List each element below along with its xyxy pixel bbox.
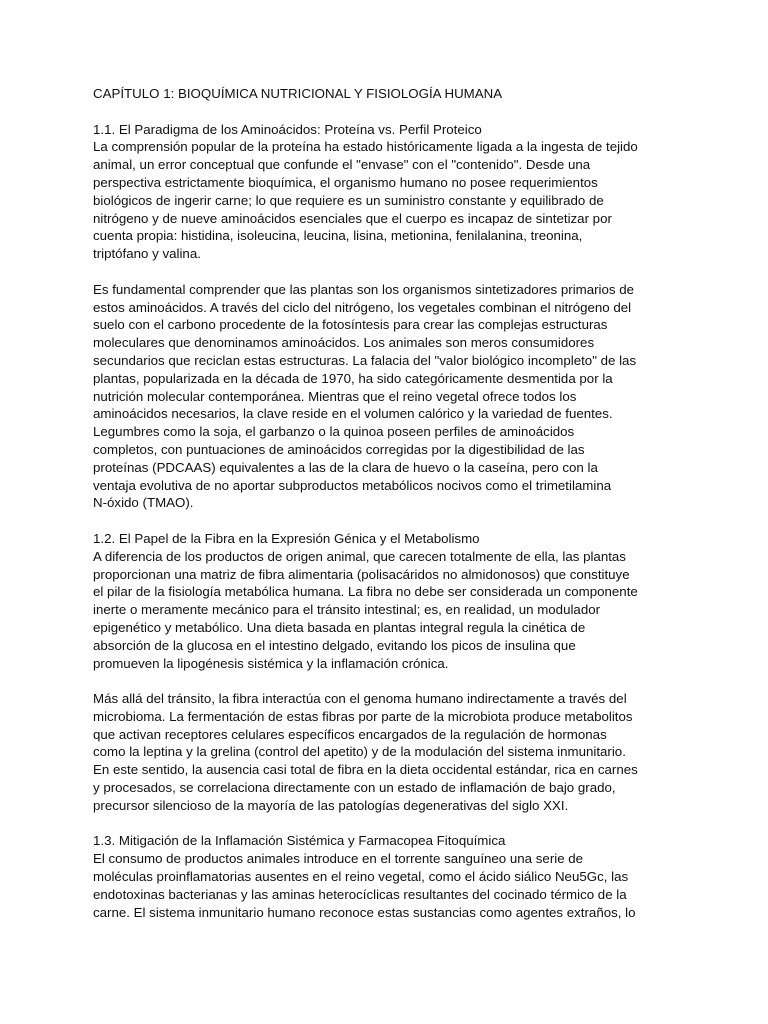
paragraph-line: moleculares que denominamos aminoácidos. Los animales son meros consumidores [93, 335, 595, 351]
paragraph-line: moléculas proinflamatorias ausentes en el reino vegetal, como el ácido siálico Neu5Gc, las [93, 869, 629, 885]
paragraph-line: absorción de la glucosa en el intestino delgado, evitando los picos de insulina que [93, 637, 576, 653]
paragraph-line: N-óxido (TMAO). [93, 495, 194, 511]
paragraph-line: cuenta propia: histidina, isoleucina, leucina, lisina, metionina, fenilalanina, treonina, [93, 228, 583, 244]
paragraph-line: como la leptina y la grelina (control del apetito) y de la modulación del sistema inmunitario. [93, 744, 626, 760]
section-1-3 [93, 832, 678, 921]
paragraph-line: inerte o meramente mecánico para el tránsito intestinal; es, en realidad, un modulador [93, 602, 601, 618]
section-heading: 1.2. El Papel de la Fibra en la Expresión Génica y el Metabolismo [93, 530, 480, 546]
paragraph-line: perspectiva estrictamente bioquímica, el organismo humano no posee requerimientos [93, 174, 598, 190]
paragraph-line: estos aminoácidos. A través del ciclo del nitrógeno, los vegetales combinan el nitrógeno del [93, 299, 632, 315]
paragraph-line: triptófano y valina. [93, 246, 201, 262]
section-1-2 [93, 530, 678, 672]
paragraph-line: En este sentido, la ausencia casi total de fibra en la dieta occidental estándar, rica en carnes [93, 762, 638, 778]
paragraph-line: carne. El sistema inmunitario humano reconoce estas sustancias como agentes extraños, lo [93, 904, 636, 920]
paragraph-line: completos, con puntuaciones de aminoácidos corregidas por la digestibilidad de las [93, 441, 585, 457]
paragraph-line: epigenético y metabólico. Una dieta basada en plantas integral regula la cinética de [93, 619, 586, 635]
paragraph-line: Más allá del tránsito, la fibra interactúa con el genoma humano indirectamente a través del [93, 691, 627, 707]
paragraph-line: nitrógeno y de nueve aminoácidos esenciales que el cuerpo es incapaz de sintetizar por [93, 210, 612, 226]
paragraph-line: plantas, popularizada en la década de 1970, ha sido categóricamente desmentida por la [93, 370, 613, 386]
paragraph-line: La comprensión popular de la proteína ha estado históricamente ligada a la ingesta de tejido [93, 139, 638, 155]
paragraph-line: y procesados, se correlaciona directamente con un estado de inflamación de bajo grado, [93, 780, 616, 796]
paragraph-line: endotoxinas bacterianas y las aminas heterocíclicas resultantes del cocinado térmico de la [93, 886, 627, 902]
paragraph-line: proteínas (PDCAAS) equivalentes a las de la clara de huevo o la caseína, pero con la [93, 459, 598, 475]
paragraph-line: precursor silencioso de la mayoría de las patologías degenerativas del siglo XXI. [93, 797, 569, 813]
section-1-1-paragraph-2 [93, 281, 678, 512]
paragraph-line: A diferencia de los productos de origen animal, que carecen totalmente de ella, las plantas [93, 548, 626, 564]
paragraph-line: el pilar de la fisiología metabólica humana. La fibra no debe ser considerada un componente [93, 584, 638, 600]
paragraph-line: microbioma. La fermentación de estas fibras por parte de la microbiota produce metabolitos [93, 708, 633, 724]
paragraph-line: Legumbres como la soja, el garbanzo o la quinoa poseen perfiles de aminoácidos [93, 424, 575, 440]
paragraph-line: Es fundamental comprender que las plantas son los organismos sintetizadores primarios de [93, 281, 635, 297]
section-1-2-paragraph-2 [93, 690, 678, 815]
paragraph-line: nutrición molecular contemporánea. Mientras que el reino vegetal ofrece todos los [93, 388, 577, 404]
paragraph-line: promueven la lipogénesis sistémica y la inflamación crónica. [93, 655, 449, 671]
chapter-title: CAPÍTULO 1: BIOQUÍMICA NUTRICIONAL Y FISIOLOGÍA HUMANA [93, 86, 503, 101]
paragraph-line: secundarios que reciclan estas estructuras. La falacia del "valor biológico incompleto" de las [93, 352, 637, 368]
section-heading: 1.1. El Paradigma de los Aminoácidos: Proteína vs. Perfil Proteico [93, 121, 482, 137]
paragraph-line: que activan receptores celulares específicos encargados de la regulación de hormonas [93, 726, 607, 742]
paragraph-line: proporcionan una matriz de fibra alimentaria (polisacáridos no almidonosos) que constituye [93, 566, 630, 582]
paragraph-line: ventaja evolutiva de no aportar subproductos metabólicos nocivos como el trimetilamina [93, 477, 612, 493]
paragraph-line: El consumo de productos animales introduce en el torrente sanguíneo una serie de [93, 851, 584, 867]
paragraph-line: biológicos de ingerir carne; lo que requiere es un suministro constante y equilibrado de [93, 192, 604, 208]
paragraph-line: aminoácidos necesarios, la clave reside en el volumen calórico y la variedad de fuentes. [93, 406, 613, 422]
section-heading: 1.3. Mitigación de la Inflamación Sistémica y Farmacopea Fitoquímica [93, 833, 506, 849]
section-1-1 [93, 121, 678, 263]
paragraph-line: animal, un error conceptual que confunde el "envase" con el "contenido". Desde una [93, 157, 591, 173]
document-page [93, 85, 678, 939]
paragraph-line: suelo con el carbono procedente de la fotosíntesis para crear las complejas estructuras [93, 317, 608, 333]
